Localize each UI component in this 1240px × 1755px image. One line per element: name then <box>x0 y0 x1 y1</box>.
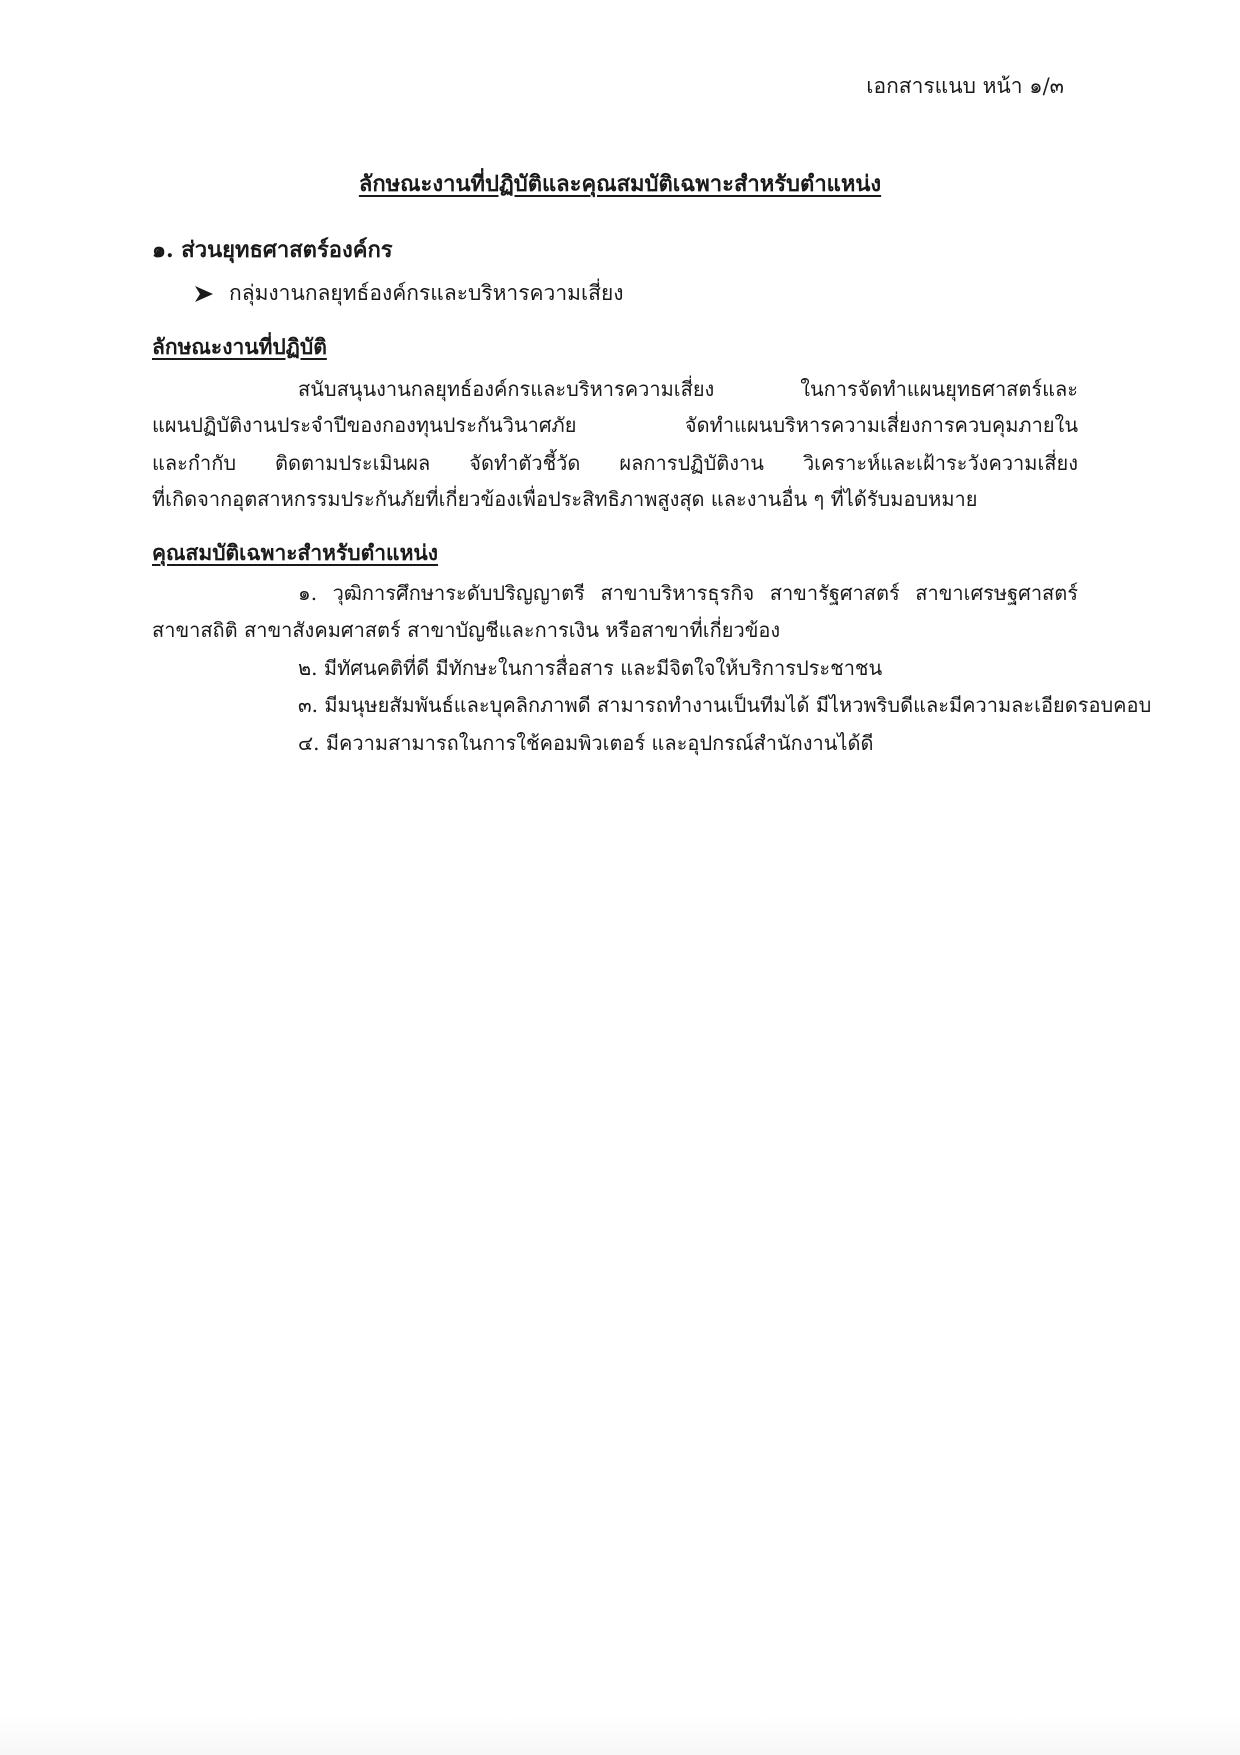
qualification-item-3: ๓. มีมนุษยสัมพันธ์และบุคลิกภาพดี สามารถทำงานเป็นทีมได้ มีไหวพริบดีและมีความละเอียดรอบคอบ <box>298 693 1152 717</box>
page-reference: เอกสารแนบ หน้า ๑/๓ <box>866 74 1064 98</box>
group-item <box>193 277 624 310</box>
qualification-item-2: ๒. มีทัศนคติที่ดี มีทักษะในการสื่อสาร และมีจิตใจให้บริการประชาชน <box>298 656 883 680</box>
duties-heading: ลักษณะงานที่ปฏิบัติ <box>152 334 327 359</box>
duties-line: ที่เกิดจากอุตสาหกรรมประกันภัยที่เกี่ยวข้องเพื่อประสิทธิภาพสูงสุด และงานอื่น ๆ ที่ได้รับมอบหมาย <box>152 487 978 511</box>
qualification-item-1-continued: สาขาสถิติ สาขาสังคมศาสตร์ สาขาบัญชีและการเงิน หรือสาขาที่เกี่ยวข้อง <box>152 618 781 642</box>
scan-edge-shade <box>0 1715 1240 1755</box>
duties-line: สนับสนุนงานกลยุทธ์องค์กรและบริหารความเสี่ยง ในการจัดทำแผนยุทธศาสตร์และ <box>298 377 1078 401</box>
duties-line: แผนปฏิบัติงานประจำปีของกองทุนประกันวินาศภัย จัดทำแผนบริหารความเสี่ยงการควบคุมภายใน <box>152 413 1078 437</box>
qualification-item-1: ๑. วุฒิการศึกษาระดับปริญญาตรี สาขาบริหารธุรกิจ สาขารัฐศาสตร์ สาขาเศรษฐศาสตร์ <box>298 581 1078 605</box>
arrow-bullet-icon <box>193 283 215 305</box>
document-title: ลักษณะงานที่ปฏิบัติและคุณสมบัติเฉพาะสำหรับตำแหน่ง <box>358 171 882 197</box>
section-heading: ๑. ส่วนยุทธศาสตร์องค์กร <box>152 237 393 263</box>
group-label: กลุ่มงานกลยุทธ์องค์กรและบริหารความเสี่ยง <box>229 281 624 305</box>
qualifications-heading: คุณสมบัติเฉพาะสำหรับตำแหน่ง <box>152 540 439 565</box>
qualification-item-4: ๔. มีความสามารถในการใช้คอมพิวเตอร์ และอุปกรณ์สำนักงานได้ดี <box>298 731 874 755</box>
duties-line: และกำกับ ติดตามประเมินผล จัดทำตัวชี้วัด ผลการปฏิบัติงาน วิเคราะห์และเฝ้าระวังความเสี่ยง <box>152 451 1078 475</box>
